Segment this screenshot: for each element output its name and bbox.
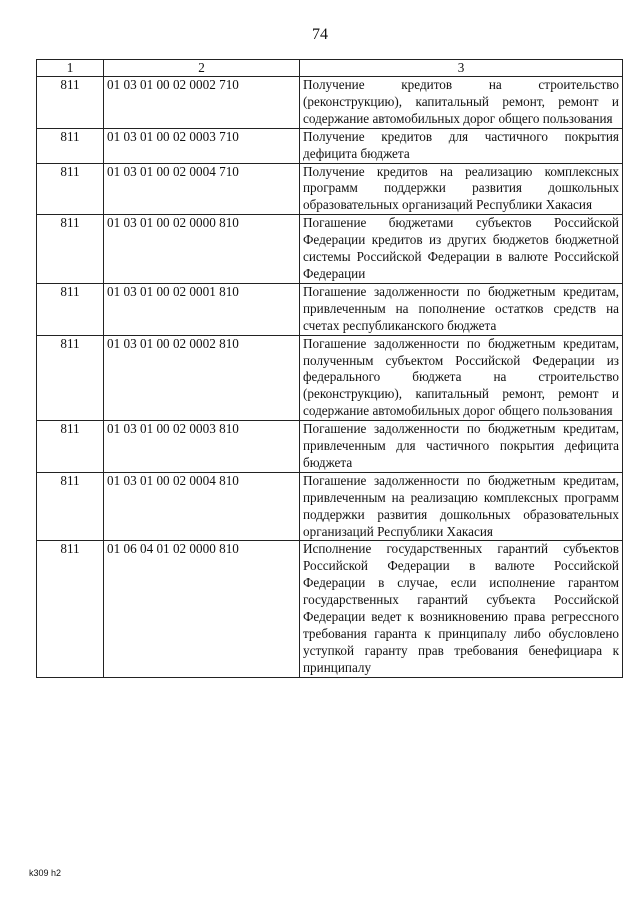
column-header-1: 1 <box>37 60 104 77</box>
table-row <box>37 128 623 163</box>
description-cell: Погашение задолженности по бюджетным кредитам, полученным субъектом Российской Федерации из федерального бюджета на строительство (реконструкцию), капитальный ремонт, ремонт и содержание автомобильных дорог общего пользования <box>300 335 623 421</box>
kbk-code-cell: 01 03 01 00 02 0003 810 <box>104 421 300 473</box>
table-row <box>37 283 623 335</box>
kbk-code-cell: 01 06 04 01 02 0000 810 <box>104 541 300 677</box>
description-cell: Получение кредитов на реализацию комплексных программ поддержки развития дошкольных образовательных организаций Республики Хакасия <box>300 163 623 215</box>
page-number: 74 <box>312 26 328 43</box>
table-row <box>37 472 623 541</box>
admin-code-cell: 811 <box>37 335 104 421</box>
kbk-code-cell: 01 03 01 00 02 0004 810 <box>104 472 300 541</box>
kbk-code-cell: 01 03 01 00 02 0003 710 <box>104 128 300 163</box>
table-row <box>37 163 623 215</box>
table-row <box>37 421 623 473</box>
description-cell: Получение кредитов на строительство (реконструкцию), капитальный ремонт, ремонт и содержание автомобильных дорог общего пользования <box>300 77 623 129</box>
column-header-3: 3 <box>300 60 623 77</box>
kbk-code-cell: 01 03 01 00 02 0001 810 <box>104 283 300 335</box>
column-header-2: 2 <box>104 60 300 77</box>
footer-document-code: k309 h2 <box>29 868 62 878</box>
description-cell: Исполнение государственных гарантий субъектов Российской Федерации в валюте Российской Федерации в случае, если исполнение гарантом государственных гарантий субъекта Российской Федерации ведет к возникновению права регрессного требования гаранта к принципалу либо обусловлено уступкой гаранту прав требования бенефициара к принципалу <box>300 541 623 677</box>
table-body <box>37 77 623 678</box>
admin-code-cell: 811 <box>37 163 104 215</box>
table-row <box>37 335 623 421</box>
admin-code-cell: 811 <box>37 472 104 541</box>
kbk-code-cell: 01 03 01 00 02 0000 810 <box>104 215 300 284</box>
kbk-code-cell: 01 03 01 00 02 0002 710 <box>104 77 300 129</box>
description-cell: Погашение задолженности по бюджетным кредитам, привлеченным на пополнение остатков средств на счетах республиканского бюджета <box>300 283 623 335</box>
kbk-code-cell: 01 03 01 00 02 0002 810 <box>104 335 300 421</box>
description-cell: Погашение задолженности по бюджетным кредитам, привлеченным на реализацию комплексных программ поддержки развития дошкольных образовательных организаций Республики Хакасия <box>300 472 623 541</box>
table-row <box>37 77 623 129</box>
admin-code-cell: 811 <box>37 128 104 163</box>
description-cell: Погашение бюджетами субъектов Российской Федерации кредитов из других бюджетов бюджетной системы Российской Федерации в валюте Российской Федерации <box>300 215 623 284</box>
admin-code-cell: 811 <box>37 215 104 284</box>
table-row <box>37 215 623 284</box>
kbk-code-cell: 01 03 01 00 02 0004 710 <box>104 163 300 215</box>
table-header <box>37 60 623 77</box>
admin-code-cell: 811 <box>37 421 104 473</box>
description-cell: Получение кредитов для частичного покрытия дефицита бюджета <box>300 128 623 163</box>
admin-code-cell: 811 <box>37 77 104 129</box>
header-row <box>37 60 623 77</box>
admin-code-cell: 811 <box>37 541 104 677</box>
admin-code-cell: 811 <box>37 283 104 335</box>
description-cell: Погашение задолженности по бюджетным кредитам, привлеченным для частичного покрытия дефицита бюджета <box>300 421 623 473</box>
budget-classification-table <box>36 59 623 678</box>
table-row <box>37 541 623 677</box>
